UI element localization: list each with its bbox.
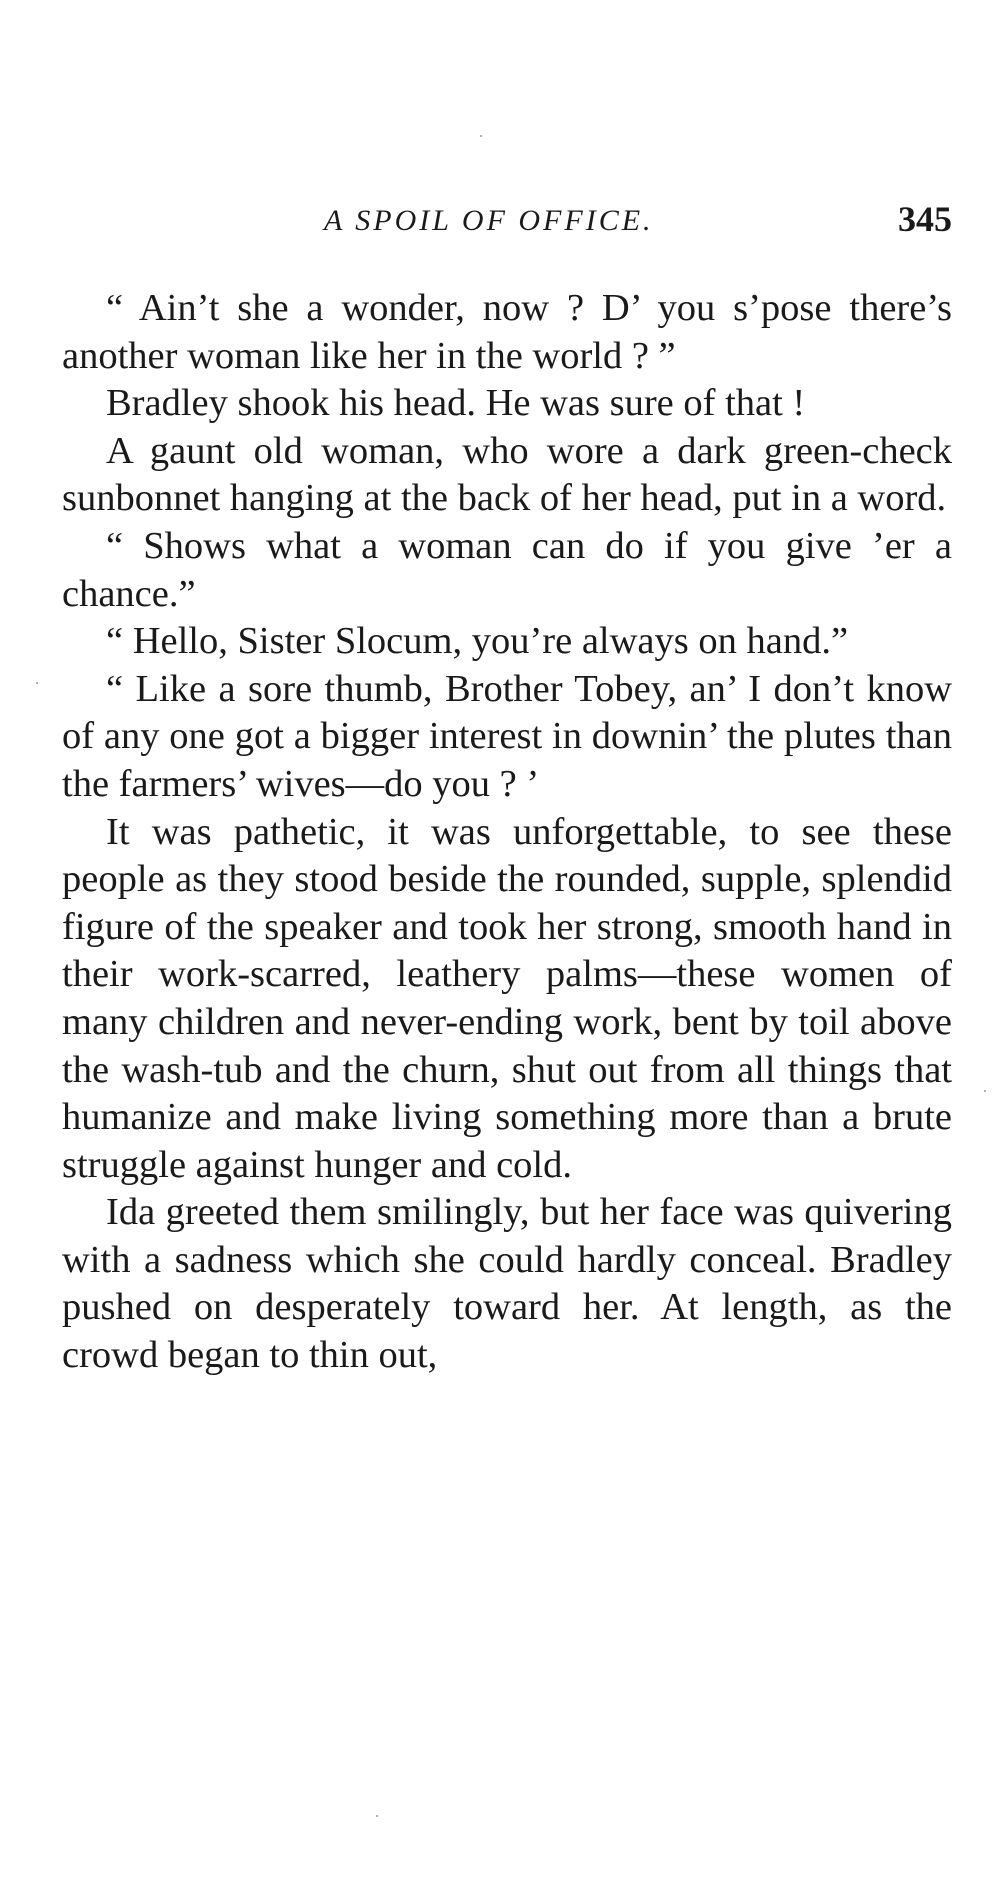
paper-speck <box>376 1815 378 1817</box>
paragraph-6: “ Like a sore thumb, Brother Tobey, an’ I don’t know of any one got a bigger interest in downin’ the plutes than the farmers’ wives—do you ? ’ <box>62 667 952 805</box>
paragraph-4: “ Shows what a woman can do if you give ’er a chance.” <box>62 524 952 615</box>
paragraph-7: It was pathetic, it was unforgettable, to see these people as they stood beside the rounded, supple, splendid figure of the speaker and took her strong, smooth hand in their work-scarred, leathery palms—these women of many children and never-ending work, bent by toil above the wash-tub and the churn, shut out from all things that humanize and make living something more than a brute struggle against hunger and cold. <box>62 810 952 1186</box>
paragraph-1: “ Ain’t she a wonder, now ? D’ you s’pose there’s another woman like her in the world ? ” <box>62 287 952 377</box>
body-text <box>62 285 952 1380</box>
running-title: A SPOIL OF OFFICE. <box>324 204 654 237</box>
paragraph-5: “ Hello, Sister Slocum, you’re always on hand.” <box>106 620 849 663</box>
running-head <box>62 198 952 248</box>
paragraph-8: Ida greeted them smilingly, but her face was quivering with a sadness which she could hardly conceal. Bradley pushed on desperately toward her. At length, as the crowd began to thin out, <box>62 1191 952 1377</box>
paper-speck <box>480 135 482 137</box>
paper-speck <box>984 1090 986 1092</box>
paragraph-3: A gaunt old woman, who wore a dark green-check sunbonnet hanging at the back of her head, put in a word. <box>62 429 952 520</box>
paper-speck <box>36 682 38 684</box>
paragraph-2: Bradley shook his head. He was sure of that ! <box>106 382 806 425</box>
page-number: 345 <box>898 199 952 239</box>
